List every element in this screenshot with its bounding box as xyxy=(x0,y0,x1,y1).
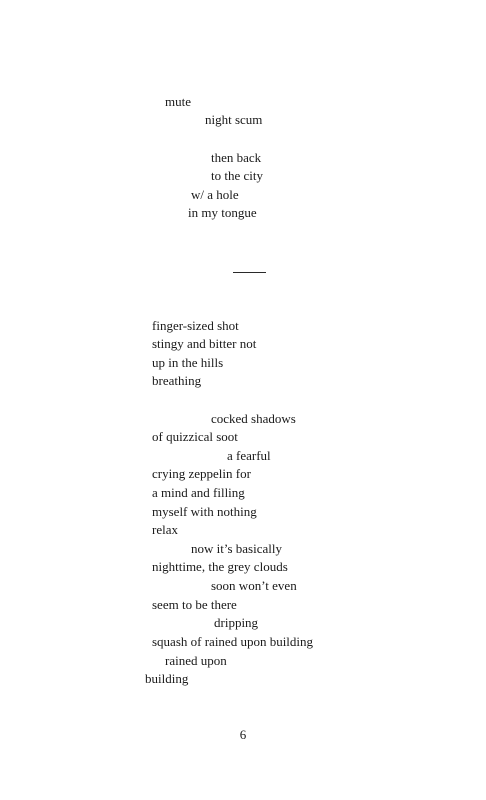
poem-line: w/ a hole xyxy=(191,187,239,202)
poem-line: nighttime, the grey clouds xyxy=(152,559,288,574)
poem-line: squash of rained upon building xyxy=(152,634,314,649)
poem-line: then back xyxy=(211,150,262,165)
poem-line: now it’s basically xyxy=(191,541,282,556)
poem-line: cocked shadows xyxy=(211,411,296,426)
poem-line: of quizzical soot xyxy=(152,429,238,444)
poem-line: dripping xyxy=(214,615,259,630)
section-divider xyxy=(233,272,266,273)
poem-line: relax xyxy=(152,522,178,537)
poem-line: soon won’t even xyxy=(211,578,297,593)
poem-line: crying zeppelin for xyxy=(152,466,251,481)
poem-line: seem to be there xyxy=(152,597,237,612)
poem-line: rained upon xyxy=(165,653,227,668)
poem-line: up in the hills xyxy=(152,355,224,370)
poem-line: in my tongue xyxy=(188,205,257,220)
poem-line: a mind and filling xyxy=(152,485,245,500)
page-number: 6 xyxy=(239,727,247,742)
poem-line: myself with nothing xyxy=(152,504,257,519)
poem-line: mute xyxy=(165,94,191,109)
poem-line: stingy and bitter not xyxy=(152,336,257,351)
poem-line: to the city xyxy=(211,168,263,183)
poem-line: a fearful xyxy=(227,448,271,463)
poem-line: night scum xyxy=(205,112,263,127)
poem-line: building xyxy=(145,671,189,686)
poem-line: finger-sized shot xyxy=(152,318,239,333)
poem-line: breathing xyxy=(152,373,202,388)
